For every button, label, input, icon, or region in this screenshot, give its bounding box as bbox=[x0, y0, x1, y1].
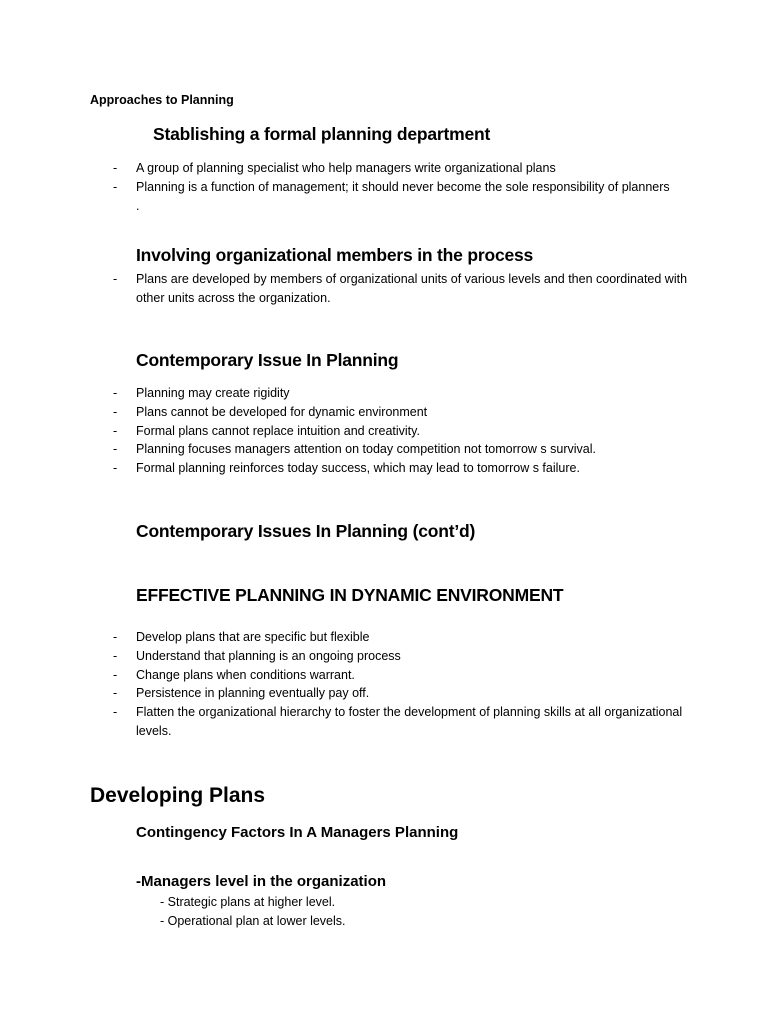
bullet-marker: - bbox=[113, 161, 118, 175]
bullet-marker: - bbox=[113, 648, 118, 663]
list-item bbox=[110, 270, 690, 308]
bullet-marker: - bbox=[113, 630, 118, 644]
list-item-text: Formal plans cannot replace intuition and creativity. bbox=[136, 423, 420, 438]
list-item bbox=[110, 647, 690, 666]
list-item bbox=[110, 440, 690, 459]
factor-title-managers-level: -Managers level in the organization bbox=[136, 873, 387, 890]
list-item bbox=[110, 384, 690, 403]
bullet-marker: - bbox=[113, 423, 118, 438]
list-item-text: Planning focuses managers attention on today competition not tomorrow s survival. bbox=[136, 442, 596, 457]
bullet-marker: - bbox=[113, 442, 118, 457]
list-item-text: Planning is a function of management; it should never become the sole responsibility of planners bbox=[136, 179, 670, 194]
bullet-marker: - bbox=[113, 404, 118, 419]
factor-item-list bbox=[160, 893, 346, 931]
bullet-marker: - bbox=[113, 386, 118, 400]
section-title-contemporary-issue: Contemporary Issue In Planning bbox=[136, 350, 399, 370]
list-item: - Strategic plans at higher level. bbox=[160, 895, 336, 909]
list-item: - Operational plan at lower levels. bbox=[160, 914, 346, 928]
bullet-list-effective-planning bbox=[110, 628, 690, 741]
section-title-formal-planning: Stablishing a formal planning department bbox=[153, 124, 491, 144]
section-title-effective-planning: EFFECTIVE PLANNING IN DYNAMIC ENVIRONMENT bbox=[136, 585, 564, 605]
list-item bbox=[110, 403, 690, 422]
section-title-organizational-members: Involving organizational members in the process bbox=[136, 245, 534, 265]
bullet-marker: - bbox=[113, 705, 118, 720]
bullet-list-formal-planning bbox=[110, 159, 690, 215]
list-continuation: . bbox=[136, 198, 140, 213]
bullet-marker: - bbox=[113, 461, 118, 476]
list-item-text: Develop plans that are specific but flexible bbox=[136, 630, 370, 644]
list-item-text: Flatten the organizational hierarchy to foster the development of planning skills at all organizational levels. bbox=[136, 705, 683, 738]
list-item-text: Formal planning reinforces today success, which may lead to tomorrow s failure. bbox=[136, 461, 580, 476]
bullet-marker: - bbox=[113, 272, 118, 286]
list-item-text: Persistence in planning eventually pay off. bbox=[136, 686, 370, 701]
list-item-text: Plans are developed by members of organizational units of various levels and then coordinated with other units across the organization. bbox=[136, 272, 688, 305]
list-item-text: Planning may create rigidity bbox=[136, 386, 290, 400]
list-item bbox=[110, 666, 690, 685]
bullet-marker: - bbox=[113, 667, 118, 682]
bullet-marker: - bbox=[113, 686, 118, 701]
list-item bbox=[110, 159, 690, 178]
list-item-text: Change plans when conditions warrant. bbox=[136, 667, 355, 682]
section-title-contemporary-issues-contd: Contemporary Issues In Planning (cont’d) bbox=[136, 521, 476, 541]
list-item-text: Plans cannot be developed for dynamic environment bbox=[136, 404, 428, 419]
bullet-list-contemporary-issue bbox=[110, 384, 690, 478]
list-item bbox=[110, 628, 690, 647]
list-item bbox=[110, 684, 690, 703]
bullet-list-organizational-members bbox=[110, 270, 690, 308]
list-item bbox=[110, 178, 690, 197]
section-title-developing-plans: Developing Plans bbox=[90, 784, 266, 807]
list-item-text: Understand that planning is an ongoing process bbox=[136, 648, 401, 663]
document-label: Approaches to Planning bbox=[90, 93, 234, 107]
list-item bbox=[110, 703, 690, 741]
bullet-marker: - bbox=[113, 179, 118, 194]
subsection-title-contingency-factors: Contingency Factors In A Managers Planning bbox=[136, 824, 459, 841]
list-item bbox=[110, 459, 690, 478]
list-item-text: A group of planning specialist who help managers write organizational plans bbox=[136, 161, 556, 175]
list-item bbox=[110, 422, 690, 441]
